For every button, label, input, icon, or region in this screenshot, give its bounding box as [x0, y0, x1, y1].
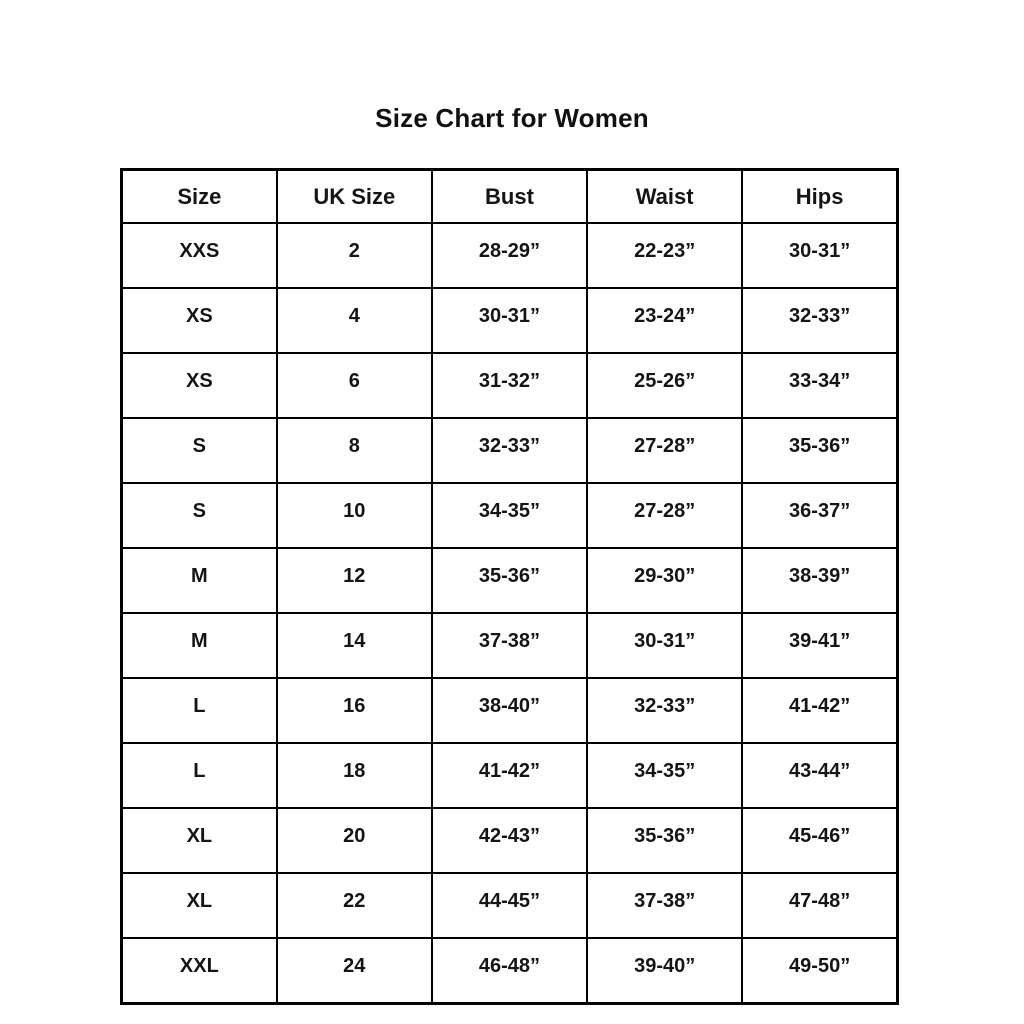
size-cell: L — [122, 743, 277, 808]
waist-cell: 27-28” — [587, 418, 742, 483]
size-cell: S — [122, 483, 277, 548]
uk-size-cell: 12 — [277, 548, 432, 613]
hips-cell: 33-34” — [742, 353, 897, 418]
table-row — [122, 548, 898, 613]
hips-cell: 38-39” — [742, 548, 897, 613]
table-row — [122, 483, 898, 548]
hips-cell: 49-50” — [742, 938, 897, 1004]
bust-cell: 46-48” — [432, 938, 587, 1004]
hips-cell: 30-31” — [742, 223, 897, 288]
bust-cell: 31-32” — [432, 353, 587, 418]
waist-cell: 22-23” — [587, 223, 742, 288]
table-row — [122, 613, 898, 678]
size-cell: XXS — [122, 223, 277, 288]
waist-cell: 37-38” — [587, 873, 742, 938]
hips-cell: 47-48” — [742, 873, 897, 938]
hips-cell: 36-37” — [742, 483, 897, 548]
header-cell-uk-size: UK Size — [277, 170, 432, 224]
size-cell: L — [122, 678, 277, 743]
bust-cell: 34-35” — [432, 483, 587, 548]
size-cell: M — [122, 548, 277, 613]
uk-size-cell: 24 — [277, 938, 432, 1004]
header-cell-waist: Waist — [587, 170, 742, 224]
hips-cell: 32-33” — [742, 288, 897, 353]
hips-cell: 43-44” — [742, 743, 897, 808]
size-cell: S — [122, 418, 277, 483]
waist-cell: 39-40” — [587, 938, 742, 1004]
table-row — [122, 938, 898, 1004]
size-cell: M — [122, 613, 277, 678]
bust-cell: 32-33” — [432, 418, 587, 483]
bust-cell: 30-31” — [432, 288, 587, 353]
waist-cell: 34-35” — [587, 743, 742, 808]
size-cell: XS — [122, 353, 277, 418]
uk-size-cell: 18 — [277, 743, 432, 808]
table-header-row — [122, 170, 898, 224]
uk-size-cell: 20 — [277, 808, 432, 873]
bust-cell: 44-45” — [432, 873, 587, 938]
bust-cell: 28-29” — [432, 223, 587, 288]
hips-cell: 35-36” — [742, 418, 897, 483]
waist-cell: 27-28” — [587, 483, 742, 548]
waist-cell: 23-24” — [587, 288, 742, 353]
uk-size-cell: 6 — [277, 353, 432, 418]
table-row — [122, 808, 898, 873]
table-row — [122, 418, 898, 483]
header-cell-size: Size — [122, 170, 277, 224]
bust-cell: 38-40” — [432, 678, 587, 743]
page-title: Size Chart for Women — [375, 103, 649, 133]
size-cell: XXL — [122, 938, 277, 1004]
waist-cell: 25-26” — [587, 353, 742, 418]
hips-cell: 39-41” — [742, 613, 897, 678]
bust-cell: 42-43” — [432, 808, 587, 873]
bust-cell: 37-38” — [432, 613, 587, 678]
header-cell-bust: Bust — [432, 170, 587, 224]
uk-size-cell: 14 — [277, 613, 432, 678]
table-row — [122, 743, 898, 808]
table-row — [122, 353, 898, 418]
table-row — [122, 223, 898, 288]
bust-cell: 41-42” — [432, 743, 587, 808]
uk-size-cell: 16 — [277, 678, 432, 743]
uk-size-cell: 8 — [277, 418, 432, 483]
table-row — [122, 873, 898, 938]
bust-cell: 35-36” — [432, 548, 587, 613]
table-row — [122, 678, 898, 743]
uk-size-cell: 4 — [277, 288, 432, 353]
size-cell: XS — [122, 288, 277, 353]
hips-cell: 41-42” — [742, 678, 897, 743]
waist-cell: 30-31” — [587, 613, 742, 678]
uk-size-cell: 10 — [277, 483, 432, 548]
hips-cell: 45-46” — [742, 808, 897, 873]
uk-size-cell: 2 — [277, 223, 432, 288]
size-chart-table — [120, 168, 899, 1005]
uk-size-cell: 22 — [277, 873, 432, 938]
size-cell: XL — [122, 873, 277, 938]
table-row — [122, 288, 898, 353]
waist-cell: 35-36” — [587, 808, 742, 873]
waist-cell: 32-33” — [587, 678, 742, 743]
waist-cell: 29-30” — [587, 548, 742, 613]
header-cell-hips: Hips — [742, 170, 897, 224]
size-cell: XL — [122, 808, 277, 873]
